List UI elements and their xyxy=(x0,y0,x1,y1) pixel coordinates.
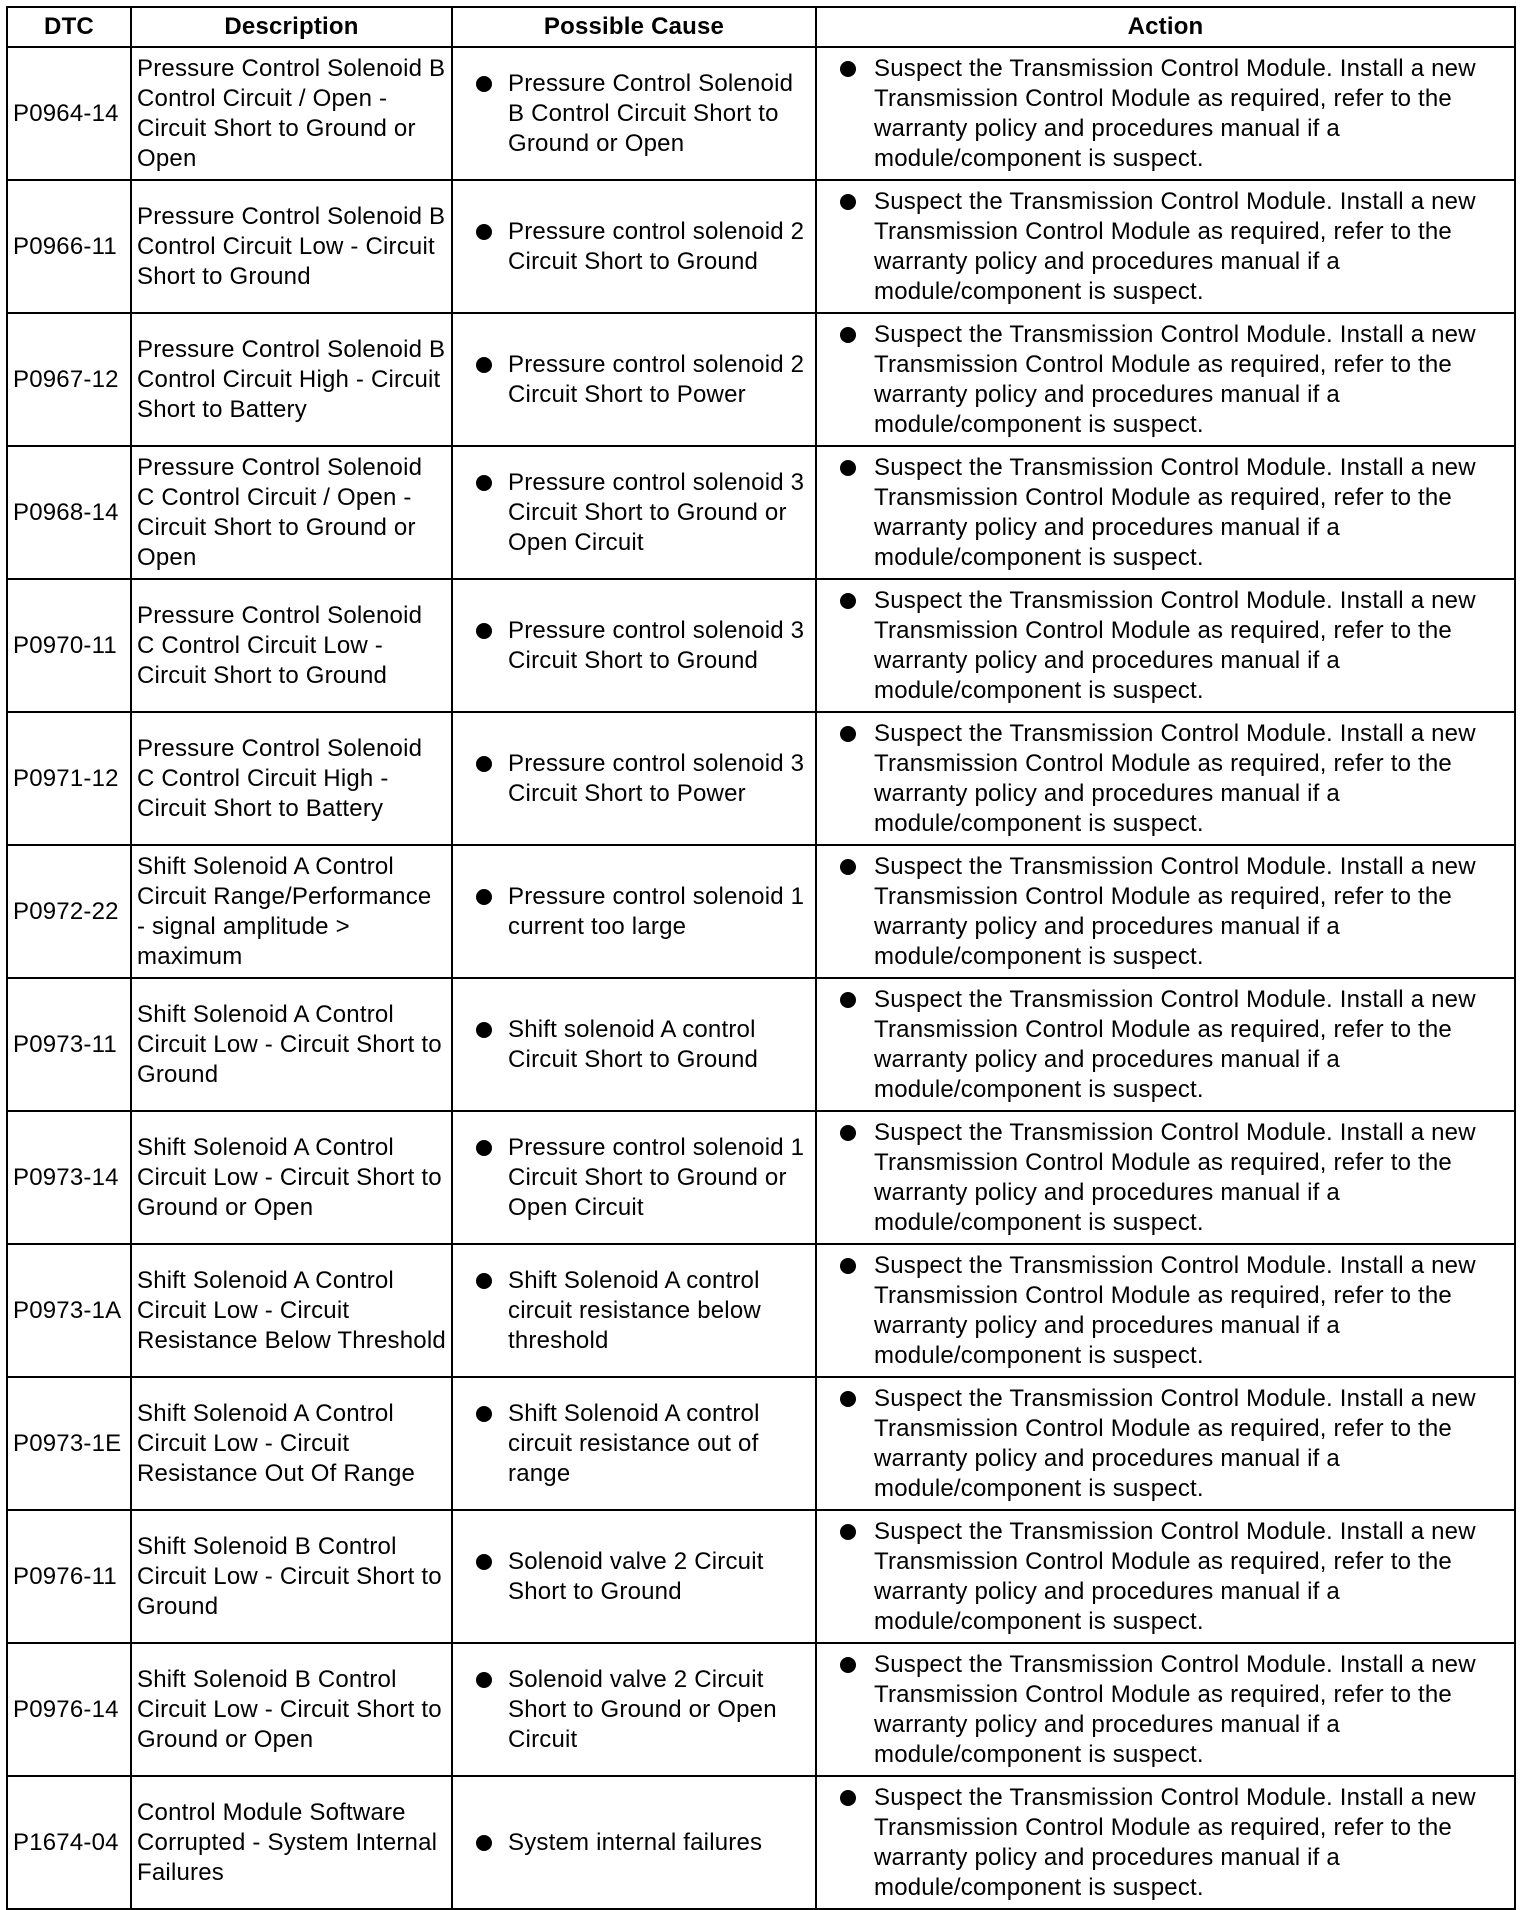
dtc-code: P0973-1A xyxy=(7,1244,131,1377)
possible-cause-item xyxy=(458,616,810,676)
possible-cause-text: Pressure control solenoid 3 Circuit Short to Ground xyxy=(508,616,805,674)
possible-cause-text: Shift Solenoid A control circuit resistance below threshold xyxy=(508,1266,761,1354)
table-row xyxy=(7,978,1515,1111)
table-row xyxy=(7,180,1515,313)
possible-cause-text: Solenoid valve 2 Circuit Short to Ground xyxy=(508,1547,764,1605)
possible-cause-item xyxy=(458,1828,810,1858)
header-action: Action xyxy=(816,7,1515,47)
header-dtc: DTC xyxy=(7,7,131,47)
possible-cause-cell xyxy=(452,1377,816,1510)
table-row xyxy=(7,1244,1515,1377)
action-item xyxy=(822,453,1509,573)
table-row xyxy=(7,845,1515,978)
table-row xyxy=(7,313,1515,446)
bullet-icon xyxy=(476,756,492,772)
action-item xyxy=(822,1783,1509,1903)
table-row xyxy=(7,446,1515,579)
possible-cause-cell xyxy=(452,1244,816,1377)
possible-cause-item xyxy=(458,1665,810,1755)
possible-cause-item xyxy=(458,1015,810,1075)
action-text: Suspect the Transmission Control Module. Install a new Transmission Control Module as required, refer to the warranty policy and procedures manual if a module/component is suspect. xyxy=(874,1384,1476,1502)
action-cell xyxy=(816,712,1515,845)
possible-cause-text: Pressure control solenoid 2 Circuit Short to Power xyxy=(508,350,805,408)
bullet-icon xyxy=(476,889,492,905)
table-row xyxy=(7,1111,1515,1244)
header-description: Description xyxy=(131,7,452,47)
table-header xyxy=(7,7,1515,47)
bullet-icon xyxy=(840,726,856,742)
table-row xyxy=(7,1377,1515,1510)
bullet-icon xyxy=(840,593,856,609)
possible-cause-text: System internal failures xyxy=(508,1828,763,1856)
bullet-icon xyxy=(840,327,856,343)
bullet-icon xyxy=(476,76,492,92)
dtc-code: P0966-11 xyxy=(7,180,131,313)
bullet-icon xyxy=(840,1790,856,1806)
action-text: Suspect the Transmission Control Module. Install a new Transmission Control Module as required, refer to the warranty policy and procedures manual if a module/component is suspect. xyxy=(874,453,1476,571)
dtc-code: P0970-11 xyxy=(7,579,131,712)
action-item xyxy=(822,320,1509,440)
possible-cause-cell xyxy=(452,1776,816,1909)
dtc-code: P1674-04 xyxy=(7,1776,131,1909)
description-cell: Shift Solenoid A Control Circuit Low - Circuit Short to Ground or Open xyxy=(131,1111,452,1244)
possible-cause-cell xyxy=(452,446,816,579)
possible-cause-item xyxy=(458,882,810,942)
possible-cause-item xyxy=(458,1266,810,1356)
possible-cause-cell xyxy=(452,845,816,978)
action-text: Suspect the Transmission Control Module. Install a new Transmission Control Module as required, refer to the warranty policy and procedures manual if a module/component is suspect. xyxy=(874,719,1476,837)
description-cell: Shift Solenoid A Control Circuit Range/Performance - signal amplitude > maximum xyxy=(131,845,452,978)
action-item xyxy=(822,54,1509,174)
action-item xyxy=(822,1517,1509,1637)
dtc-code: P0972-22 xyxy=(7,845,131,978)
bullet-icon xyxy=(840,992,856,1008)
bullet-icon xyxy=(476,1273,492,1289)
action-cell xyxy=(816,180,1515,313)
bullet-icon xyxy=(840,1657,856,1673)
table-row xyxy=(7,1643,1515,1776)
possible-cause-cell xyxy=(452,1510,816,1643)
action-text: Suspect the Transmission Control Module. Install a new Transmission Control Module as required, refer to the warranty policy and procedures manual if a module/component is suspect. xyxy=(874,187,1476,305)
possible-cause-item xyxy=(458,1133,810,1223)
possible-cause-text: Solenoid valve 2 Circuit Short to Ground or Open Circuit xyxy=(508,1665,777,1753)
possible-cause-item xyxy=(458,1547,810,1607)
bullet-icon xyxy=(476,224,492,240)
action-item xyxy=(822,852,1509,972)
action-cell xyxy=(816,1377,1515,1510)
possible-cause-cell xyxy=(452,313,816,446)
description-cell: Shift Solenoid B Control Circuit Low - Circuit Short to Ground or Open xyxy=(131,1643,452,1776)
action-item xyxy=(822,187,1509,307)
action-text: Suspect the Transmission Control Module. Install a new Transmission Control Module as required, refer to the warranty policy and procedures manual if a module/component is suspect. xyxy=(874,1650,1476,1768)
header-row xyxy=(7,7,1515,47)
action-cell xyxy=(816,579,1515,712)
possible-cause-text: Shift solenoid A control Circuit Short to Ground xyxy=(508,1015,759,1073)
description-cell: Shift Solenoid A Control Circuit Low - Circuit Resistance Below Threshold xyxy=(131,1244,452,1377)
action-cell xyxy=(816,313,1515,446)
dtc-code: P0968-14 xyxy=(7,446,131,579)
bullet-icon xyxy=(840,460,856,476)
table-row xyxy=(7,712,1515,845)
table-row xyxy=(7,1510,1515,1643)
bullet-icon xyxy=(476,1140,492,1156)
bullet-icon xyxy=(476,1406,492,1422)
bullet-icon xyxy=(476,1022,492,1038)
bullet-icon xyxy=(840,1524,856,1540)
action-cell xyxy=(816,1244,1515,1377)
action-cell xyxy=(816,1643,1515,1776)
action-item xyxy=(822,1251,1509,1371)
description-cell: Shift Solenoid A Control Circuit Low - Circuit Resistance Out Of Range xyxy=(131,1377,452,1510)
description-cell: Pressure Control Solenoid C Control Circuit Low - Circuit Short to Ground xyxy=(131,579,452,712)
action-cell xyxy=(816,47,1515,180)
action-cell xyxy=(816,446,1515,579)
dtc-code: P0976-14 xyxy=(7,1643,131,1776)
possible-cause-text: Pressure control solenoid 3 Circuit Short to Ground or Open Circuit xyxy=(508,468,805,556)
action-item xyxy=(822,1384,1509,1504)
possible-cause-text: Shift Solenoid A control circuit resistance out of range xyxy=(508,1399,760,1487)
bullet-icon xyxy=(840,1125,856,1141)
possible-cause-item xyxy=(458,749,810,809)
action-text: Suspect the Transmission Control Module. Install a new Transmission Control Module as required, refer to the warranty policy and procedures manual if a module/component is suspect. xyxy=(874,320,1476,438)
possible-cause-cell xyxy=(452,579,816,712)
dtc-code: P0973-1E xyxy=(7,1377,131,1510)
possible-cause-item xyxy=(458,468,810,558)
bullet-icon xyxy=(840,1391,856,1407)
bullet-icon xyxy=(476,1835,492,1851)
action-text: Suspect the Transmission Control Module. Install a new Transmission Control Module as required, refer to the warranty policy and procedures manual if a module/component is suspect. xyxy=(874,54,1476,172)
dtc-code: P0976-11 xyxy=(7,1510,131,1643)
action-cell xyxy=(816,1510,1515,1643)
dtc-code: P0973-14 xyxy=(7,1111,131,1244)
action-cell xyxy=(816,1111,1515,1244)
description-cell: Shift Solenoid A Control Circuit Low - Circuit Short to Ground xyxy=(131,978,452,1111)
action-item xyxy=(822,1118,1509,1238)
possible-cause-text: Pressure control solenoid 3 Circuit Short to Power xyxy=(508,749,805,807)
action-item xyxy=(822,719,1509,839)
possible-cause-item xyxy=(458,1399,810,1489)
dtc-code: P0973-11 xyxy=(7,978,131,1111)
possible-cause-cell xyxy=(452,712,816,845)
possible-cause-cell xyxy=(452,1111,816,1244)
action-text: Suspect the Transmission Control Module. Install a new Transmission Control Module as required, refer to the warranty policy and procedures manual if a module/component is suspect. xyxy=(874,1517,1476,1635)
description-cell: Pressure Control Solenoid B Control Circuit / Open - Circuit Short to Ground or Open xyxy=(131,47,452,180)
description-cell: Pressure Control Solenoid B Control Circuit High - Circuit Short to Battery xyxy=(131,313,452,446)
dtc-code: P0964-14 xyxy=(7,47,131,180)
dtc-table xyxy=(6,6,1516,1910)
possible-cause-cell xyxy=(452,978,816,1111)
description-cell: Shift Solenoid B Control Circuit Low - Circuit Short to Ground xyxy=(131,1510,452,1643)
possible-cause-text: Pressure control solenoid 1 Circuit Short to Ground or Open Circuit xyxy=(508,1133,805,1221)
bullet-icon xyxy=(476,1554,492,1570)
possible-cause-text: Pressure control solenoid 1 current too large xyxy=(508,882,805,940)
action-text: Suspect the Transmission Control Module. Install a new Transmission Control Module as required, refer to the warranty policy and procedures manual if a module/component is suspect. xyxy=(874,985,1476,1103)
table-row xyxy=(7,47,1515,180)
description-cell: Control Module Software Corrupted - System Internal Failures xyxy=(131,1776,452,1909)
possible-cause-cell xyxy=(452,180,816,313)
bullet-icon xyxy=(476,1672,492,1688)
description-cell: Pressure Control Solenoid B Control Circuit Low - Circuit Short to Ground xyxy=(131,180,452,313)
bullet-icon xyxy=(840,194,856,210)
description-cell: Pressure Control Solenoid C Control Circuit / Open - Circuit Short to Ground or Open xyxy=(131,446,452,579)
dtc-code: P0971-12 xyxy=(7,712,131,845)
bullet-icon xyxy=(840,859,856,875)
bullet-icon xyxy=(840,1258,856,1274)
dtc-code: P0967-12 xyxy=(7,313,131,446)
action-item xyxy=(822,1650,1509,1770)
table-row xyxy=(7,579,1515,712)
possible-cause-text: Pressure control solenoid 2 Circuit Short to Ground xyxy=(508,217,805,275)
action-item xyxy=(822,985,1509,1105)
possible-cause-item xyxy=(458,350,810,410)
action-text: Suspect the Transmission Control Module. Install a new Transmission Control Module as required, refer to the warranty policy and procedures manual if a module/component is suspect. xyxy=(874,852,1476,970)
possible-cause-cell xyxy=(452,47,816,180)
action-cell xyxy=(816,978,1515,1111)
bullet-icon xyxy=(476,623,492,639)
possible-cause-cell xyxy=(452,1643,816,1776)
possible-cause-item xyxy=(458,217,810,277)
action-text: Suspect the Transmission Control Module. Install a new Transmission Control Module as required, refer to the warranty policy and procedures manual if a module/component is suspect. xyxy=(874,1118,1476,1236)
bullet-icon xyxy=(840,61,856,77)
description-cell: Pressure Control Solenoid C Control Circuit High - Circuit Short to Battery xyxy=(131,712,452,845)
bullet-icon xyxy=(476,357,492,373)
bullet-icon xyxy=(476,475,492,491)
action-cell xyxy=(816,1776,1515,1909)
possible-cause-text: Pressure Control Solenoid B Control Circuit Short to Ground or Open xyxy=(508,69,794,157)
action-text: Suspect the Transmission Control Module. Install a new Transmission Control Module as required, refer to the warranty policy and procedures manual if a module/component is suspect. xyxy=(874,1251,1476,1369)
action-text: Suspect the Transmission Control Module. Install a new Transmission Control Module as required, refer to the warranty policy and procedures manual if a module/component is suspect. xyxy=(874,586,1476,704)
header-possible-cause: Possible Cause xyxy=(452,7,816,47)
possible-cause-item xyxy=(458,69,810,159)
action-text: Suspect the Transmission Control Module. Install a new Transmission Control Module as required, refer to the warranty policy and procedures manual if a module/component is suspect. xyxy=(874,1783,1476,1901)
table-row xyxy=(7,1776,1515,1909)
action-item xyxy=(822,586,1509,706)
table-body xyxy=(7,47,1515,1909)
action-cell xyxy=(816,845,1515,978)
